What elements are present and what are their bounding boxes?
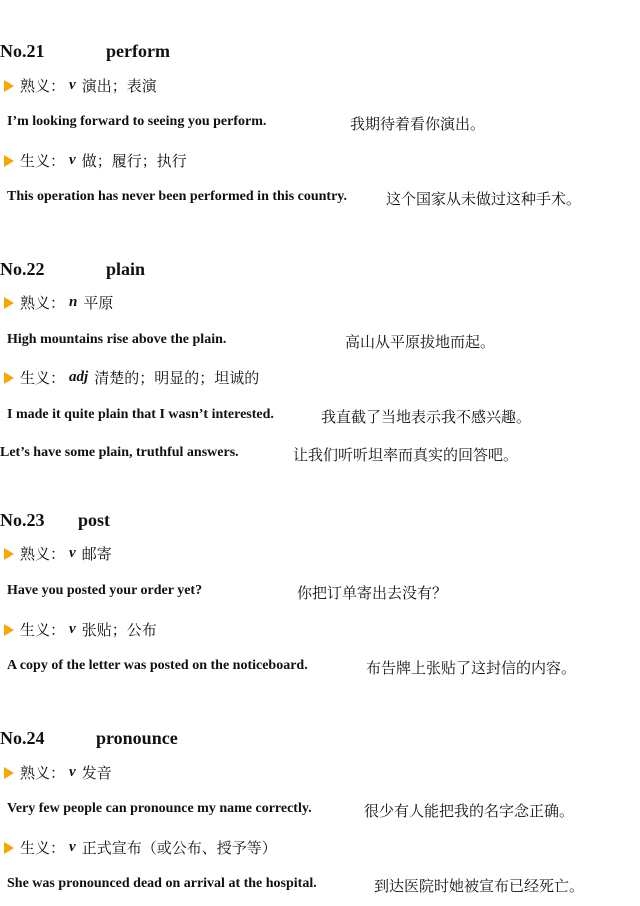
- triangle-bullet-icon: [4, 624, 14, 636]
- entry-word: perform: [106, 41, 170, 61]
- example-english: High mountains rise above the plain.: [7, 332, 227, 347]
- sense-new: [4, 837, 277, 858]
- sense-meaning: 平原: [83, 296, 114, 312]
- example-chinese: 我期待着看你演出。: [350, 117, 486, 133]
- sense-label: 熟义：: [20, 547, 66, 563]
- sense-label: 熟义：: [20, 766, 66, 782]
- sense-meaning: 演出；表演: [81, 79, 157, 95]
- example-english: This operation has never been performed in this country.: [7, 189, 348, 204]
- sense-familiar: [4, 543, 112, 564]
- example-english: A copy of the letter was posted on the noticeboard.: [7, 658, 308, 673]
- triangle-bullet-icon: [4, 548, 14, 560]
- triangle-bullet-icon: [4, 80, 14, 92]
- entry-number: No.23: [0, 510, 45, 530]
- example-english: She was pronounced dead on arrival at the hospital.: [7, 876, 317, 891]
- example-chinese: 这个国家从未做过这种手术。: [386, 192, 582, 208]
- sense-new: [4, 367, 259, 388]
- part-of-speech: v: [69, 545, 76, 561]
- sense-familiar: [4, 75, 157, 96]
- sense-meaning: 正式宣布（或公布、授予等）: [81, 841, 277, 857]
- example-chinese: 布告牌上张贴了这封信的内容。: [366, 661, 577, 677]
- entry-word: post: [78, 510, 111, 530]
- triangle-bullet-icon: [4, 297, 14, 309]
- example-chinese: 到达医院时她被宣布已经死亡。: [374, 879, 585, 895]
- sense-label: 生义：: [20, 841, 66, 857]
- part-of-speech: v: [69, 764, 76, 780]
- part-of-speech: v: [69, 621, 76, 637]
- part-of-speech: v: [69, 839, 76, 855]
- example-english: Have you posted your order yet?: [7, 583, 203, 598]
- entry-number: No.24: [0, 728, 45, 748]
- sense-label: 生义：: [20, 154, 66, 170]
- example-chinese: 高山从平原拔地而起。: [345, 335, 496, 351]
- sense-new: [4, 619, 157, 640]
- triangle-bullet-icon: [4, 372, 14, 384]
- sense-label: 生义：: [20, 623, 66, 639]
- part-of-speech: n: [69, 294, 78, 310]
- part-of-speech: v: [69, 152, 76, 168]
- example-english: I made it quite plain that I wasn’t interested.: [7, 407, 274, 422]
- sense-familiar: [4, 292, 113, 313]
- triangle-bullet-icon: [4, 842, 14, 854]
- example-chinese: 我直截了当地表示我不感兴趣。: [321, 410, 532, 426]
- sense-familiar: [4, 762, 112, 783]
- example-english: Let’s have some plain, truthful answers.: [0, 445, 239, 460]
- entry-number: No.21: [0, 41, 45, 61]
- sense-label: 熟义：: [20, 79, 66, 95]
- sense-meaning: 邮寄: [81, 547, 112, 563]
- triangle-bullet-icon: [4, 155, 14, 167]
- example-chinese: 让我们听听坦率而真实的回答吧。: [293, 448, 519, 464]
- part-of-speech: adj: [69, 369, 89, 385]
- sense-meaning: 做；履行；执行: [81, 154, 187, 170]
- part-of-speech: v: [69, 77, 76, 93]
- entry-word: plain: [106, 259, 146, 279]
- sense-meaning: 清楚的；明显的；坦诚的: [94, 371, 260, 387]
- entry-word: pronounce: [96, 728, 178, 748]
- example-chinese: 很少有人能把我的名字念正确。: [364, 804, 575, 820]
- entry-number: No.22: [0, 259, 45, 279]
- example-english: I’m looking forward to seeing you perform.: [7, 114, 267, 129]
- example-chinese: 你把订单寄出去没有？: [297, 586, 448, 602]
- triangle-bullet-icon: [4, 767, 14, 779]
- example-english: Very few people can pronounce my name correctly.: [7, 801, 312, 816]
- sense-label: 生义：: [20, 371, 66, 387]
- sense-new: [4, 150, 187, 171]
- sense-meaning: 张贴；公布: [81, 623, 157, 639]
- sense-label: 熟义：: [20, 296, 66, 312]
- sense-meaning: 发音: [81, 766, 112, 782]
